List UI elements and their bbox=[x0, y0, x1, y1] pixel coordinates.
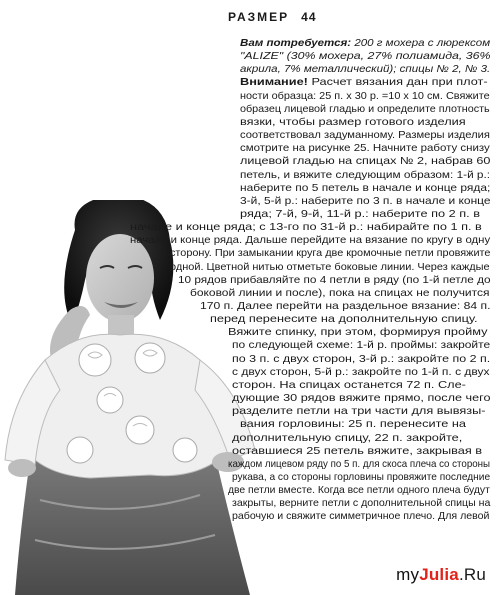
pattern-line bbox=[232, 472, 490, 485]
size-label: РАЗМЕР bbox=[228, 10, 290, 24]
pattern-line bbox=[232, 340, 490, 353]
line-text: оставшиеся 25 петель вяжите, закрывая в bbox=[232, 445, 483, 457]
watermark-ru: .Ru bbox=[458, 565, 486, 584]
line-text: 170 п. Далее перейти на раздельное вязание: 84 п. bbox=[200, 301, 491, 312]
line-text: лицевой гладью на спицах № 2, набрав 60 bbox=[240, 156, 491, 168]
line-lead: Вам потребуется: bbox=[240, 38, 352, 49]
pattern-line bbox=[232, 354, 490, 367]
line-text: дополнительную спицу, 22 п. закройте, bbox=[232, 432, 463, 444]
pattern-line bbox=[240, 117, 466, 130]
pattern-line bbox=[228, 327, 487, 340]
line-text: одной. Цветной нитью отметьте боковые линии. Через каждые bbox=[170, 261, 490, 273]
line-text: Вяжите спинку, при этом, формируя пройму bbox=[228, 327, 488, 339]
pattern-line bbox=[228, 459, 490, 472]
line-text: акрила, 7% металлический); спицы № 2, № 3. bbox=[240, 64, 491, 76]
line-text: дующие 30 рядов вяжите прямо, после чего bbox=[232, 393, 491, 405]
pattern-line bbox=[240, 209, 480, 222]
line-lead: Внимание! bbox=[240, 77, 308, 89]
line-text: начале и конце ряда. Дальше перейдите на вязание по кругу в одну bbox=[130, 235, 491, 247]
pattern-line bbox=[240, 196, 491, 209]
pattern-line bbox=[240, 156, 490, 169]
line-text: с двух сторон, 5-й р.: закройте по 1-й п. с двух bbox=[232, 366, 490, 378]
pattern-line bbox=[232, 446, 482, 459]
line-text: вязки, чтобы размер готового изделия bbox=[240, 116, 466, 128]
pattern-line bbox=[240, 183, 490, 196]
pattern-line bbox=[130, 235, 490, 248]
size-value: 44 bbox=[301, 10, 317, 24]
line-text: вания горловины: 25 п. перенесите на bbox=[240, 419, 467, 431]
pattern-line bbox=[130, 222, 482, 235]
line-text: 3-й, 5-й р.: наберите по 3 п. в начале и конце bbox=[240, 195, 491, 207]
pattern-line bbox=[240, 77, 488, 90]
line-text: ряда; 7-й, 9-й, 11-й р.: наберите по 2 п. в bbox=[240, 208, 480, 220]
pattern-line bbox=[178, 275, 491, 288]
line-text: начале и конце ряда; с 13-го по 31-й р.: набирайте по 1 п. в bbox=[130, 222, 482, 234]
line-text: каждом лицевом ряду по 5 п. для скоса плеча со стороны bbox=[228, 458, 491, 470]
pattern-line bbox=[228, 485, 490, 498]
pattern-text bbox=[228, 10, 490, 26]
pattern-line bbox=[240, 64, 490, 77]
watermark-my: my bbox=[396, 565, 420, 584]
pattern-line bbox=[240, 38, 490, 51]
line-text: соответствовал задуманному. Размеры изделия bbox=[240, 130, 490, 142]
pattern-line bbox=[232, 498, 490, 511]
line-text: рукава, а со стороны горловины провяжите последние bbox=[232, 471, 491, 483]
pattern-line bbox=[232, 433, 462, 446]
size-heading bbox=[228, 10, 490, 24]
line-text: наберите по 5 петель в начале и конце ряда; bbox=[240, 182, 491, 194]
line-text: ности образца: 25 п. х 30 р. =10 х 10 см. Свяжите bbox=[240, 90, 490, 102]
line-text: по следующей схеме: 1-й р. проймы: закройте bbox=[232, 340, 491, 352]
pattern-line bbox=[170, 262, 490, 275]
line-text: по 3 п. с двух сторон, 3-й р.: закройте по 2 п. bbox=[232, 353, 491, 365]
site-watermark bbox=[396, 565, 486, 585]
pattern-line bbox=[170, 248, 490, 261]
line-text: 200 г мохера с люрексом bbox=[351, 38, 491, 49]
pattern-line bbox=[240, 130, 490, 143]
line-text: боковой линии и после), пока на спицах не получится bbox=[190, 287, 490, 299]
pattern-line bbox=[232, 511, 489, 524]
pattern-line bbox=[200, 301, 490, 314]
watermark-julia: Julia bbox=[419, 565, 459, 584]
line-text: закрыты, верните петли с дополнительной спицы на bbox=[232, 498, 491, 510]
pattern-line bbox=[232, 380, 466, 393]
pattern-line bbox=[240, 170, 490, 183]
line-text: две петли вместе. Когда все петли одного плеча будут bbox=[228, 485, 490, 497]
pattern-line bbox=[240, 104, 490, 117]
pattern-line bbox=[240, 51, 491, 64]
line-text: разделите петли на три части для вывязы- bbox=[232, 406, 486, 418]
pattern-line bbox=[232, 393, 491, 406]
line-text: рабочую и свяжите симметричное плечо. Для левой bbox=[232, 511, 490, 523]
pattern-line bbox=[240, 91, 490, 104]
line-text: петель, и вяжите следующим образом: 1-й р.: bbox=[240, 169, 491, 181]
pattern-line bbox=[190, 288, 489, 301]
pattern-line bbox=[210, 314, 478, 327]
line-text: "ALIZE" (30% мохера, 27% полиамида, 36% bbox=[240, 51, 491, 63]
line-text: 10 рядов прибавляйте по 4 петли в ряду (по 1-й петле до bbox=[178, 274, 491, 286]
line-text: сторон. На спицах останется 72 п. Сле- bbox=[232, 379, 466, 391]
line-text: перед перенесите на дополнительную спицу. bbox=[210, 314, 478, 326]
pattern-line bbox=[232, 367, 490, 380]
line-text: образец лицевой гладью и определите плотность bbox=[240, 103, 490, 115]
line-text: сторону. При замыкании круга две кромочные петли провяжите bbox=[170, 248, 491, 260]
line-text: смотрите на рисунке 25. Начните работу снизу bbox=[240, 143, 490, 155]
line-text: Расчет вязания дан при плот- bbox=[307, 77, 488, 89]
pattern-line bbox=[240, 419, 466, 432]
pattern-line bbox=[232, 406, 485, 419]
pattern-line bbox=[240, 143, 490, 156]
